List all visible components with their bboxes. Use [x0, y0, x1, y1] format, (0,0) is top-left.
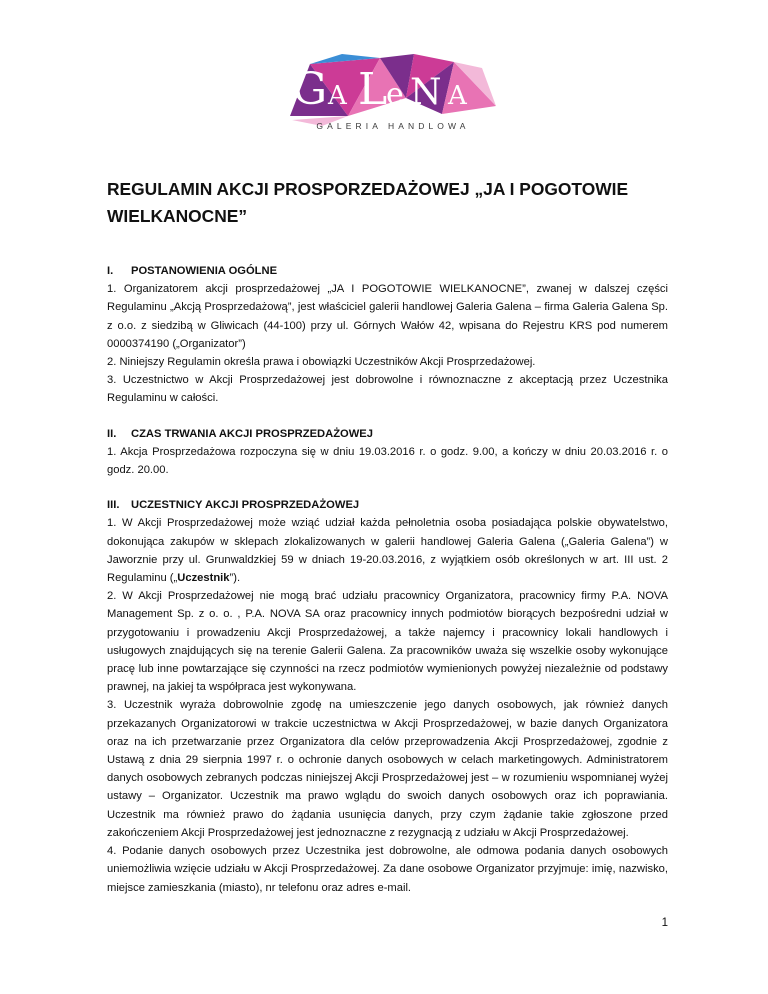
paragraph: [107, 514, 668, 587]
section-heading-2: [107, 425, 668, 443]
section-number: III.: [107, 499, 120, 512]
svg-text:e: e: [386, 77, 404, 112]
section-number: I.: [107, 265, 114, 277]
paragraph-text: ”).: [229, 572, 241, 585]
section-title: POSTANOWIENIA OGÓLNE: [131, 265, 278, 277]
section-number: II.: [107, 427, 117, 440]
paragraph: 4. Podanie danych osobowych przez Uczestnika jest dobrowolne, ale odmowa podania danych osobowych uniemożliwia wzięcie udziału w Akcji Prosprzedażowej. Za dane osobowe Organizator przyjmuje: imię, nazwisko, miejsce zamieszkania (miasto), nr telefonu oraz adres e-mail.: [107, 845, 668, 894]
page-number: 1: [661, 917, 668, 929]
paragraph: 2. Niniejszy Regulamin określa prawa i obowiązki Uczestników Akcji Prosprzedażowej.: [107, 356, 536, 369]
svg-text:A: A: [328, 81, 347, 111]
svg-text:G: G: [292, 64, 328, 115]
svg-text:L: L: [358, 64, 388, 115]
paragraph: 1. Organizatorem akcji prosprzedażowej „JA I POGOTOWIE WIELKANOCNE”, zwanej w dalszej części Regulaminu „Akcją Prosprzedażową”, jest właściciel galerii handlowej Galeria Galena – firma Galeria Galena Sp. z o.o. z siedzibą w Gliwicach (44-100) przy ul. Górnych Wałów 42, wpisana do Rejestru KRS pod numerem 0000374190 („Organizator”): [107, 283, 668, 350]
title-line-2: WIELKANOCNE”: [107, 206, 248, 226]
title-line-1: REGULAMIN AKCJI PROSPORZEDAŻOWEJ „JA I POGOTOWIE: [107, 179, 629, 199]
svg-text:N: N: [410, 72, 442, 113]
section-title: CZAS TRWANIA AKCJI PROSPRZEDAŻOWEJ: [131, 427, 373, 440]
document-body: [107, 262, 668, 897]
svg-text:A: A: [448, 81, 467, 111]
section-heading-1: [107, 262, 668, 280]
paragraph: 2. W Akcji Prosprzedażowej nie mogą brać udziału pracownicy Organizatora, pracownicy firmy P.A. NOVA Management Sp. z o. o. , P.A. NOVA SA oraz pracownicy innych podmiotów biorących bezpośredni udział w przygotowaniu i prowadzeniu Akcji Prosprzedażowej, a także najemcy i pracownicy lokali handlowych i usługowych znajdujących się na terenie Galerii Galena. Za pracowników uważa się wszelkie osoby wykonujące pracę lub inne powtarzające się czynności na rzecz podmiotów wymienionych powyżej niezależnie od podstawy prawnej, na jakiej ta współpraca jest wykonywana.: [107, 590, 668, 694]
paragraph-text: 1. W Akcji Prosprzedażowej może wziąć udział każda pełnoletnia osoba posiadająca polskie obywatelstwo, dokonująca zakupów w sklepach zlokalizowanych w galerii handlowej Galeria Galena („Galeria Galena”) w Jaworznie przy ul. Grunwaldzkiej 59 w dniach 19-20.03.2016, z wyjątkiem osób określonych w art. III ust. 2 Regulaminu („: [107, 517, 668, 585]
paragraph: 1. Akcja Prosprzedażowa rozpoczyna się w dniu 19.03.2016 r. o godz. 9.00, a kończy w dniu 20.03.2016 r. o godz. 20.00.: [107, 445, 668, 477]
paragraph: 3. Uczestnik wyraża dobrowolnie zgodę na umieszczenie jego danych osobowych, jak również danych przekazanych Organizatorowi w trakcie uczestnictwa w Akcji Prosprzedażowej, w bazie danych Organizatora oraz na ich przetwarzanie przez Organizatora dla celów przeprowadzenia Akcji Prosprzedażowej, zgodnie z Ustawą z dnia 29 sierpnia 1997 r. o ochronie danych osobowych w celach marketingowych. Administratorem danych osobowych zebranych podczas niniejszej Akcji Prosprzedażowej jest – w rozumieniu wspomnianej wyżej ustawy – Organizator. Uczestnik ma prawo wglądu do swoich danych osobowych oraz ich poprawiania. Uczestnik ma również prawo do żądania usunięcia danych, przy czym żądanie takie zgłoszone przed zakończeniem Akcji Prosprzedażowej jest jednoznaczne z rezygnacją z udziału w Akcji Prosprzedażowej.: [107, 699, 668, 839]
bold-term: Uczestnik: [177, 572, 230, 585]
document-title: [107, 176, 667, 230]
section-heading-3: [107, 496, 668, 514]
paragraph: 3. Uczestnictwo w Akcji Prosprzedażowej jest dobrowolne i równoznaczne z akceptacją przez Uczestnika Regulaminu w całości.: [107, 374, 668, 405]
section-title: UCZESTNICY AKCJI PROSPRZEDAŻOWEJ: [131, 499, 360, 512]
logo-caption: GALERIA HANDLOWA: [316, 121, 470, 131]
